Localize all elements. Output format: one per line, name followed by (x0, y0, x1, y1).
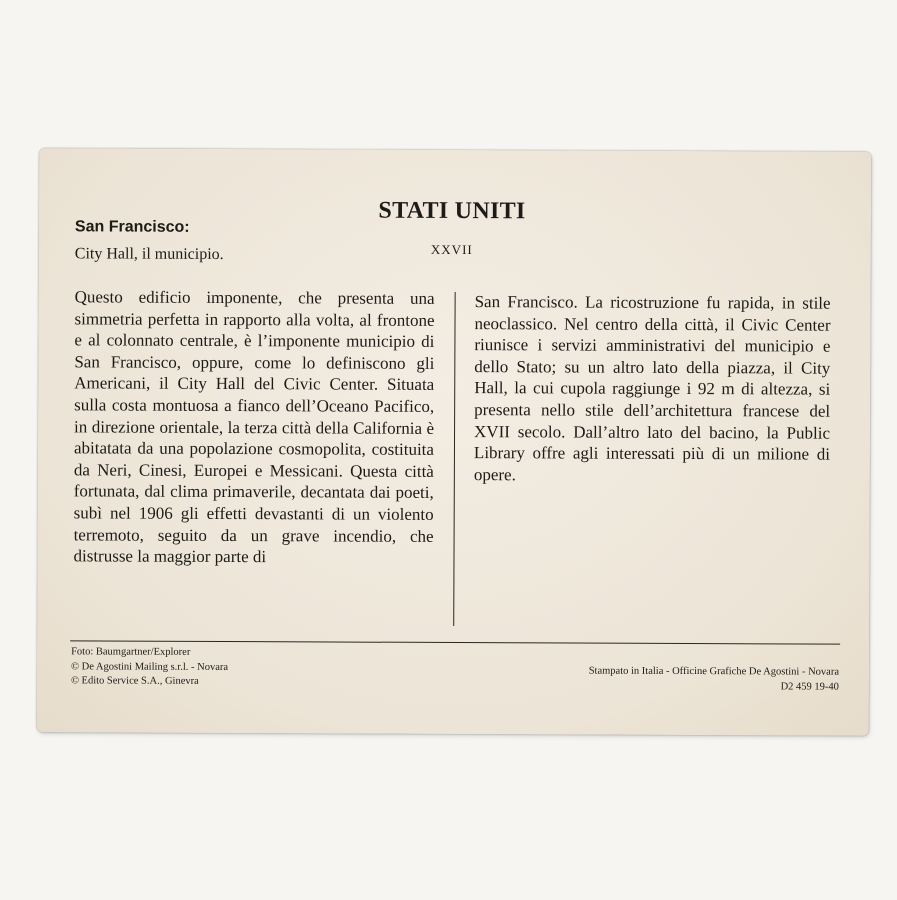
card-number: XXVII (430, 241, 473, 258)
footer-divider (70, 640, 840, 644)
text-left: Questo edificio imponente, che presenta una simmetria perfetta in rapporto alla volta, al frontone e al colonnato centrale, è l’imponente municipio di San Francisco, oppure, come lo definiscono gli Americani, il City Hall del Civic Center. Situata sulla costa montuosa a fianco dell’Oceano Pacifico, in direzione orientale, la terza città della California è abitatata da una popolazione cosmopolita, costituita da Neri, Cinesi, Europei e Messicani. Questa città fortunata, dal clima primaverile, decantata dai poeti, subì nel 1906 gli effetti devastanti di un violento terremoto, seguito da un grave incendio, che distrusse la maggior parte di (73, 287, 435, 567)
card-code: D2 459 19-40 (780, 680, 839, 693)
credit-line: © Edito Service S.A., Ginevra (70, 675, 199, 687)
card-title: STATI UNITI (378, 197, 526, 225)
location-heading: San Francisco: (74, 218, 190, 236)
printer-line: Stampato in Italia - Officine Grafiche De Agostini - Novara (588, 665, 840, 678)
column-divider (453, 292, 455, 626)
printer-info (589, 665, 839, 695)
credit-line: Foto: Baumgartner/Explorer (71, 646, 191, 658)
text-column-right (474, 291, 831, 487)
text-column-left (73, 286, 434, 568)
text-right: San Francisco. La ricostruzione fu rapida, in stile neoclassico. Nel centro della città, il Civic Center riunisce i servizi amministrativi del municipio e dello Stato; su un altro lato della piazza, il City Hall, la cui cupola raggiunge i 92 m di altezza, si presenta nello stile dell’architettura francese del XVII secolo. Dall’altro lato del bacino, la Public Library offre agli interessati più di un milione di opere. (473, 292, 831, 485)
credit-line: © De Agostini Mailing s.r.l. - Novara (70, 660, 229, 673)
photo-credits (71, 645, 228, 689)
postcard-back (37, 148, 872, 736)
subject-caption: City Hall, il municipio. (74, 245, 224, 263)
